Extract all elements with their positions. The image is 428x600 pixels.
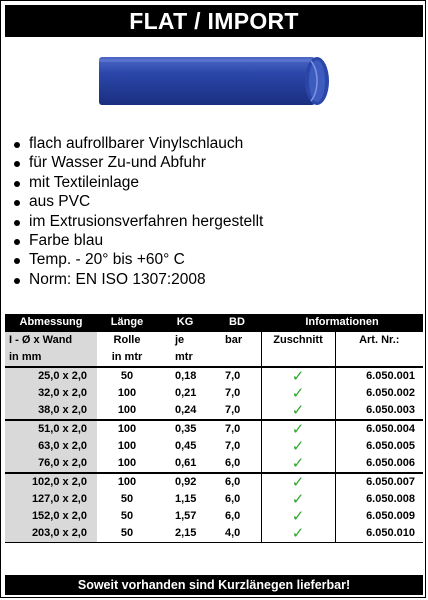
- zuschnitt-check-icon: ✓: [261, 455, 335, 473]
- kg-cell: 0,61: [175, 457, 197, 469]
- table-subheader-row: [5, 349, 423, 367]
- abmessung-cell: 152,0 x 2,0: [5, 508, 97, 525]
- table-subheader-row: [5, 332, 423, 350]
- subheader-cell: [335, 349, 423, 367]
- art-nr-cell: 6.050.007: [335, 473, 423, 491]
- table-row: [5, 420, 423, 438]
- table-header-row: [5, 314, 423, 332]
- subheader-cell: je: [157, 332, 213, 350]
- abmessung-cell: 203,0 x 2,0: [5, 525, 97, 543]
- zuschnitt-check-icon: ✓: [261, 438, 335, 455]
- feature-item: flach aufrollbarer Vinylschlauch: [13, 134, 263, 153]
- footer-note: Soweit vorhanden sind Kurzlänegen lieferbar!: [5, 575, 423, 595]
- subheader-cell: [261, 349, 335, 367]
- feature-item: für Wasser Zu-und Abfuhr: [13, 153, 263, 172]
- zuschnitt-check-icon: ✓: [261, 491, 335, 508]
- zuschnitt-check-icon: ✓: [261, 508, 335, 525]
- subheader-cell: Art. Nr.:: [335, 332, 423, 350]
- subheader-cell: Zuschnitt: [261, 332, 335, 350]
- art-nr-cell: 6.050.010: [335, 525, 423, 543]
- bd-cell: 7,0: [213, 367, 261, 385]
- bd-cell: 6,0: [213, 491, 261, 508]
- feature-item: Temp. - 20° bis +60° C: [13, 250, 263, 269]
- product-image: [97, 51, 333, 111]
- subheader-cell: mtr: [175, 351, 193, 363]
- table-row: [5, 367, 423, 385]
- table-row: [5, 455, 423, 473]
- table-row: [5, 402, 423, 420]
- feature-item: im Extrusionsverfahren hergestellt: [13, 212, 263, 231]
- bd-cell: 6,0: [213, 508, 261, 525]
- art-nr-cell: 6.050.003: [366, 404, 415, 416]
- subheader-cell: [213, 349, 261, 367]
- bd-cell: 7,0: [213, 402, 261, 420]
- header-informationen: Informationen: [261, 314, 423, 332]
- kg-cell: 0,92: [157, 473, 213, 491]
- subheader-cell: bar: [213, 332, 261, 350]
- zuschnitt-check-icon: ✓: [261, 420, 335, 438]
- laenge-cell: 50: [97, 525, 157, 543]
- art-nr-cell: 6.050.004: [335, 420, 423, 438]
- bd-cell: 6,0: [213, 455, 261, 473]
- spec-table: [5, 314, 423, 543]
- abmessung-cell: 32,0 x 2,0: [5, 385, 97, 402]
- table-row: [5, 438, 423, 455]
- header-laenge: Länge: [97, 314, 157, 332]
- bd-cell: 4,0: [213, 525, 261, 543]
- bd-cell: 7,0: [213, 438, 261, 455]
- laenge-cell: 100: [97, 420, 157, 438]
- feature-item: aus PVC: [13, 192, 263, 211]
- subheader-cell: Rolle: [97, 332, 157, 350]
- header-abmessung: Abmessung: [5, 314, 97, 332]
- kg-cell: 1,57: [175, 510, 197, 522]
- abmessung-cell: 38,0 x 2,0: [5, 402, 97, 420]
- laenge-cell: 100: [97, 473, 157, 491]
- kg-cell: 0,35: [157, 420, 213, 438]
- kg-cell: 1,15: [175, 493, 197, 505]
- laenge-cell: 100: [117, 387, 137, 399]
- table-body: [5, 367, 423, 543]
- zuschnitt-check-icon: ✓: [261, 367, 335, 385]
- laenge-cell: 50: [97, 367, 157, 385]
- subheader-cell: I - Ø x Wand: [5, 332, 97, 350]
- abmessung-cell: 51,0 x 2,0: [5, 420, 97, 438]
- bd-cell: 7,0: [213, 385, 261, 402]
- table-row: [5, 491, 423, 508]
- table-row: [5, 473, 423, 491]
- header-bd: BD: [213, 314, 261, 332]
- zuschnitt-check-icon: ✓: [261, 525, 335, 543]
- abmessung-cell: 127,0 x 2,0: [5, 491, 97, 508]
- laenge-cell: 50: [120, 493, 134, 505]
- subheader-cell: in mtr: [111, 351, 143, 363]
- page-title: FLAT / IMPORT: [5, 5, 423, 37]
- subheader-cell: in mm: [5, 349, 97, 367]
- table-row: [5, 508, 423, 525]
- abmessung-cell: 76,0 x 2,0: [5, 455, 97, 473]
- zuschnitt-check-icon: ✓: [261, 402, 335, 420]
- abmessung-cell: 25,0 x 2,0: [5, 367, 97, 385]
- kg-cell: 2,15: [157, 525, 213, 543]
- header-kg: KG: [157, 314, 213, 332]
- feature-item: Norm: EN ISO 1307:2008: [13, 270, 263, 289]
- bd-cell: 7,0: [213, 420, 261, 438]
- art-nr-cell: 6.050.006: [366, 457, 415, 469]
- art-nr-cell: 6.050.009: [366, 510, 415, 522]
- kg-cell: 0,45: [175, 440, 197, 452]
- laenge-cell: 100: [117, 404, 137, 416]
- art-nr-cell: 6.050.001: [335, 367, 423, 385]
- feature-item: mit Textileinlage: [13, 173, 263, 192]
- bd-cell: 6,0: [213, 473, 261, 491]
- zuschnitt-check-icon: ✓: [261, 473, 335, 491]
- feature-item: Farbe blau: [13, 231, 263, 250]
- laenge-cell: 50: [120, 510, 134, 522]
- art-nr-cell: 6.050.005: [366, 440, 415, 452]
- laenge-cell: 100: [117, 440, 137, 452]
- zuschnitt-check-icon: ✓: [261, 385, 335, 402]
- table-row: [5, 385, 423, 402]
- art-nr-cell: 6.050.008: [366, 493, 415, 505]
- laenge-cell: 100: [117, 457, 137, 469]
- hose-illustration: [97, 51, 333, 111]
- kg-cell: 0,24: [175, 404, 197, 416]
- table-row: [5, 525, 423, 543]
- abmessung-cell: 63,0 x 2,0: [5, 438, 97, 455]
- feature-list: [13, 134, 263, 289]
- abmessung-cell: 102,0 x 2,0: [5, 473, 97, 491]
- kg-cell: 0,21: [175, 387, 197, 399]
- kg-cell: 0,18: [157, 367, 213, 385]
- art-nr-cell: 6.050.002: [366, 387, 415, 399]
